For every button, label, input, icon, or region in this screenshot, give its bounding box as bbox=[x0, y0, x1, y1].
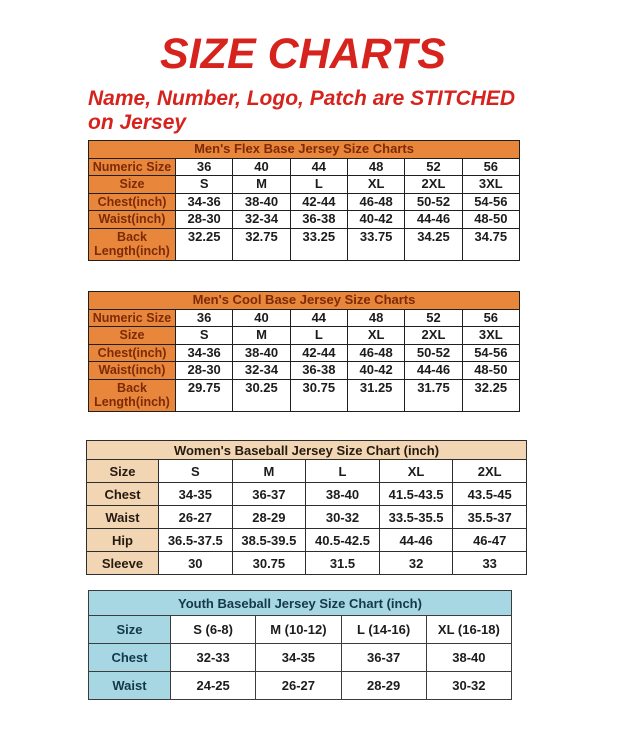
row-label: Waist bbox=[89, 672, 171, 700]
value-cell: 33.5-35.5 bbox=[379, 506, 453, 529]
value-cell: L bbox=[290, 176, 347, 194]
stitched-note-line-1: Name, Number, Logo, Patch are STITCHED bbox=[88, 87, 516, 110]
table-row bbox=[89, 228, 520, 260]
value-cell: 28-29 bbox=[232, 506, 306, 529]
row-label: Waist(inch) bbox=[89, 362, 176, 380]
mens-cool-base-size-chart bbox=[88, 291, 520, 412]
womens-baseball-size-chart bbox=[86, 440, 527, 575]
table-row bbox=[89, 327, 520, 345]
value-cell: 36-38 bbox=[290, 211, 347, 229]
row-label: Numeric Size bbox=[89, 309, 176, 327]
table-title: Youth Baseball Jersey Size Chart (inch) bbox=[89, 591, 512, 616]
value-cell: 28-30 bbox=[176, 362, 233, 380]
value-cell: 50-52 bbox=[405, 344, 462, 362]
value-cell: 26-27 bbox=[159, 506, 233, 529]
table-row bbox=[89, 672, 512, 700]
value-cell: 34-36 bbox=[176, 344, 233, 362]
value-cell: 35.5-37 bbox=[453, 506, 527, 529]
value-cell: 28-30 bbox=[176, 211, 233, 229]
value-cell: 43.5-45 bbox=[453, 483, 527, 506]
table-row bbox=[87, 506, 527, 529]
value-cell: 44-46 bbox=[405, 362, 462, 380]
row-label: Size bbox=[87, 460, 159, 483]
value-cell: 32-34 bbox=[233, 362, 290, 380]
value-cell: 38-40 bbox=[426, 644, 511, 672]
value-cell: 36-38 bbox=[290, 362, 347, 380]
row-label: Size bbox=[89, 616, 171, 644]
value-cell: XL bbox=[347, 176, 404, 194]
row-label: Back Length(inch) bbox=[89, 228, 176, 260]
table-row bbox=[87, 529, 527, 552]
value-cell: 32 bbox=[379, 552, 453, 575]
value-cell: M bbox=[232, 460, 306, 483]
table-row bbox=[89, 176, 520, 194]
table-row bbox=[89, 193, 520, 211]
value-cell: 48 bbox=[347, 158, 404, 176]
value-cell: 48 bbox=[347, 309, 404, 327]
value-cell: 30.75 bbox=[232, 552, 306, 575]
table-row bbox=[87, 460, 527, 483]
value-cell: 30.75 bbox=[290, 379, 347, 411]
value-cell: S bbox=[176, 176, 233, 194]
row-label: Numeric Size bbox=[89, 158, 176, 176]
value-cell: 40 bbox=[233, 309, 290, 327]
value-cell: XL bbox=[379, 460, 453, 483]
table-title: Men's Flex Base Jersey Size Charts bbox=[89, 141, 520, 159]
value-cell: 56 bbox=[462, 158, 519, 176]
table-title: Men's Cool Base Jersey Size Charts bbox=[89, 292, 520, 310]
value-cell: 3XL bbox=[462, 327, 519, 345]
value-cell: 30.25 bbox=[233, 379, 290, 411]
value-cell: 30 bbox=[159, 552, 233, 575]
row-label: Waist bbox=[87, 506, 159, 529]
value-cell: 54-56 bbox=[462, 344, 519, 362]
value-cell: 38-40 bbox=[233, 193, 290, 211]
value-cell: 31.25 bbox=[347, 379, 404, 411]
value-cell: M (10-12) bbox=[256, 616, 341, 644]
value-cell: 26-27 bbox=[256, 672, 341, 700]
table-title: Women's Baseball Jersey Size Chart (inch) bbox=[87, 441, 527, 460]
value-cell: 34.75 bbox=[462, 228, 519, 260]
size-table bbox=[88, 291, 520, 412]
value-cell: 40.5-42.5 bbox=[306, 529, 380, 552]
value-cell: 34-35 bbox=[256, 644, 341, 672]
value-cell: L (14-16) bbox=[341, 616, 426, 644]
value-cell: 30-32 bbox=[426, 672, 511, 700]
table-row bbox=[89, 344, 520, 362]
value-cell: 33.25 bbox=[290, 228, 347, 260]
value-cell: 36-37 bbox=[341, 644, 426, 672]
value-cell: 36 bbox=[176, 309, 233, 327]
table-row bbox=[87, 483, 527, 506]
value-cell: 42-44 bbox=[290, 193, 347, 211]
value-cell: 52 bbox=[405, 158, 462, 176]
value-cell: L bbox=[290, 327, 347, 345]
value-cell: M bbox=[233, 327, 290, 345]
row-label: Chest(inch) bbox=[89, 344, 176, 362]
value-cell: 46-48 bbox=[347, 344, 404, 362]
value-cell: 52 bbox=[405, 309, 462, 327]
value-cell: 32.75 bbox=[233, 228, 290, 260]
value-cell: XL (16-18) bbox=[426, 616, 511, 644]
value-cell: 41.5-43.5 bbox=[379, 483, 453, 506]
row-label: Chest bbox=[89, 644, 171, 672]
table-row bbox=[89, 362, 520, 380]
row-label: Size bbox=[89, 327, 176, 345]
value-cell: 33.75 bbox=[347, 228, 404, 260]
value-cell: 36.5-37.5 bbox=[159, 529, 233, 552]
value-cell: 29.75 bbox=[176, 379, 233, 411]
value-cell: 32-34 bbox=[233, 211, 290, 229]
value-cell: 44-46 bbox=[405, 211, 462, 229]
size-table bbox=[88, 140, 520, 261]
value-cell: 44-46 bbox=[379, 529, 453, 552]
value-cell: 48-50 bbox=[462, 362, 519, 380]
value-cell: 28-29 bbox=[341, 672, 426, 700]
value-cell: XL bbox=[347, 327, 404, 345]
value-cell: 56 bbox=[462, 309, 519, 327]
value-cell: 32-33 bbox=[171, 644, 256, 672]
value-cell: 38.5-39.5 bbox=[232, 529, 306, 552]
size-table bbox=[86, 440, 527, 575]
value-cell: 2XL bbox=[453, 460, 527, 483]
table-row bbox=[87, 552, 527, 575]
value-cell: 31.5 bbox=[306, 552, 380, 575]
table-row bbox=[89, 158, 520, 176]
value-cell: S bbox=[176, 327, 233, 345]
value-cell: 30-32 bbox=[306, 506, 380, 529]
value-cell: 38-40 bbox=[306, 483, 380, 506]
stitched-note bbox=[88, 87, 515, 135]
value-cell: 38-40 bbox=[233, 344, 290, 362]
value-cell: 48-50 bbox=[462, 211, 519, 229]
value-cell: 34-36 bbox=[176, 193, 233, 211]
value-cell: 31.75 bbox=[405, 379, 462, 411]
value-cell: S bbox=[159, 460, 233, 483]
row-label: Chest(inch) bbox=[89, 193, 176, 211]
mens-flex-base-size-chart bbox=[88, 140, 520, 261]
row-label: Waist(inch) bbox=[89, 211, 176, 229]
size-table bbox=[88, 590, 512, 700]
value-cell: 33 bbox=[453, 552, 527, 575]
value-cell: 44 bbox=[290, 158, 347, 176]
value-cell: 36-37 bbox=[232, 483, 306, 506]
youth-baseball-size-chart bbox=[88, 590, 512, 700]
value-cell: 3XL bbox=[462, 176, 519, 194]
value-cell: M bbox=[233, 176, 290, 194]
value-cell: 50-52 bbox=[405, 193, 462, 211]
page-title: SIZE CHARTS bbox=[160, 30, 446, 78]
value-cell: 40-42 bbox=[347, 211, 404, 229]
value-cell: 44 bbox=[290, 309, 347, 327]
value-cell: 34.25 bbox=[405, 228, 462, 260]
table-row bbox=[89, 309, 520, 327]
row-label: Hip bbox=[87, 529, 159, 552]
value-cell: 2XL bbox=[405, 176, 462, 194]
value-cell: 40 bbox=[233, 158, 290, 176]
table-row bbox=[89, 211, 520, 229]
value-cell: 46-48 bbox=[347, 193, 404, 211]
value-cell: 24-25 bbox=[171, 672, 256, 700]
value-cell: 54-56 bbox=[462, 193, 519, 211]
row-label: Size bbox=[89, 176, 176, 194]
value-cell: S (6-8) bbox=[171, 616, 256, 644]
table-row bbox=[89, 616, 512, 644]
row-label: Back Length(inch) bbox=[89, 379, 176, 411]
value-cell: 32.25 bbox=[462, 379, 519, 411]
value-cell: 2XL bbox=[405, 327, 462, 345]
value-cell: 36 bbox=[176, 158, 233, 176]
table-row bbox=[89, 379, 520, 411]
stitched-note-line-2: on Jersey bbox=[88, 111, 187, 134]
table-row bbox=[89, 644, 512, 672]
value-cell: 42-44 bbox=[290, 344, 347, 362]
value-cell: 40-42 bbox=[347, 362, 404, 380]
value-cell: 32.25 bbox=[176, 228, 233, 260]
value-cell: 46-47 bbox=[453, 529, 527, 552]
value-cell: 34-35 bbox=[159, 483, 233, 506]
value-cell: L bbox=[306, 460, 380, 483]
row-label: Sleeve bbox=[87, 552, 159, 575]
row-label: Chest bbox=[87, 483, 159, 506]
